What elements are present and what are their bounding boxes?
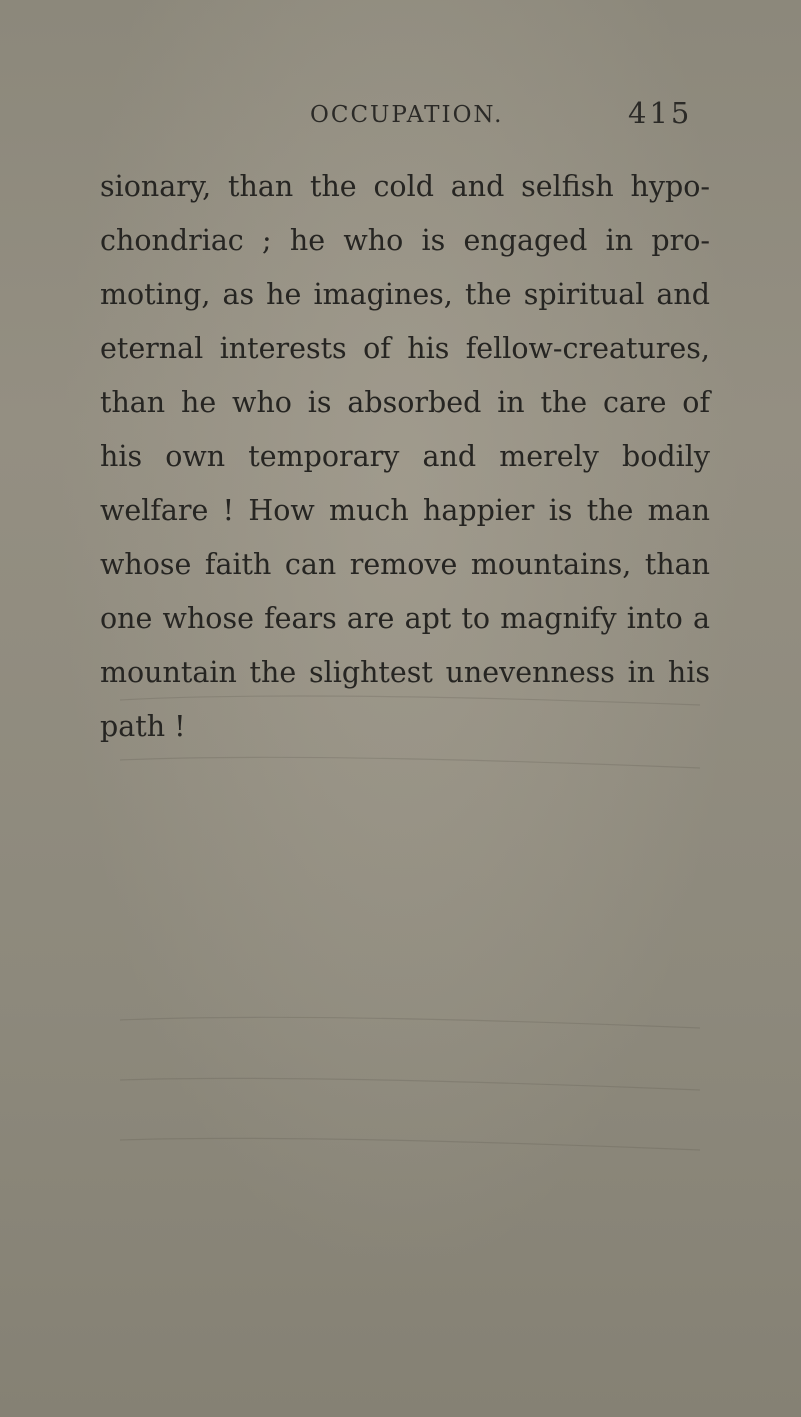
text-line: welfare ! How much happier is the man — [100, 494, 710, 527]
text-line: his own temporary and merely bodily — [100, 440, 710, 473]
text-line: moting, as he imagines, the spiritual and — [100, 278, 710, 311]
running-header — [0, 96, 801, 136]
text-line: mountain the slightest unevenness in his — [100, 656, 710, 689]
text-line: sionary, than the cold and selfish hypo- — [100, 170, 710, 203]
body-paragraph — [100, 160, 710, 754]
text-line: path ! — [100, 710, 186, 743]
text-line: chondriac ; he who is engaged in pro- — [100, 224, 710, 257]
text-line: whose faith can remove mountains, than — [100, 548, 710, 581]
page-number: 415 — [628, 96, 693, 130]
running-title: OCCUPATION. — [310, 102, 504, 128]
text-line: than he who is absorbed in the care of — [100, 386, 710, 419]
text-line: eternal interests of his fellow-creatures, — [100, 332, 710, 365]
text-line: one whose fears are apt to magnify into a — [100, 602, 710, 635]
